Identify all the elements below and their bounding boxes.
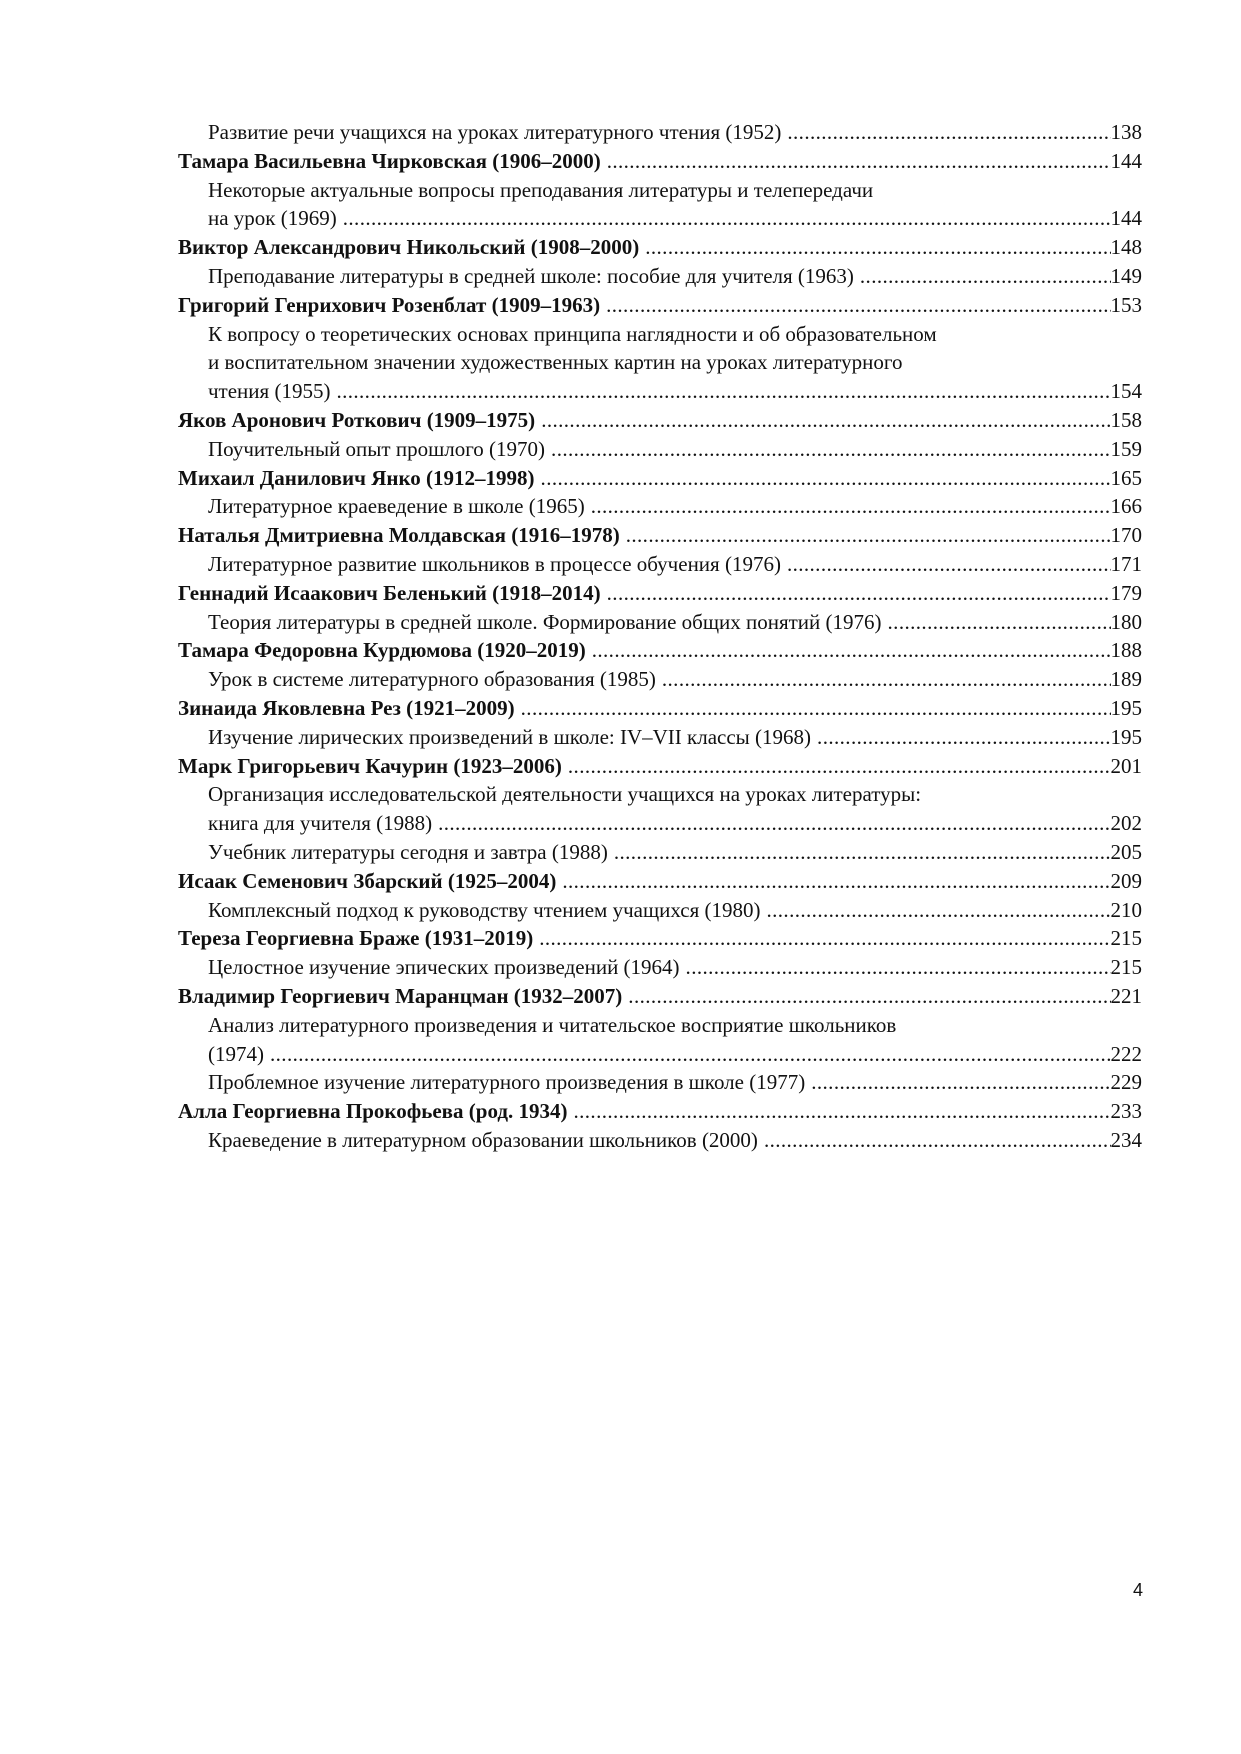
toc-page-number: 205 [1110, 839, 1142, 864]
toc-entry-row [208, 1068, 1142, 1097]
toc-entry-row [178, 464, 1142, 493]
toc-work-entry[interactable] [178, 118, 1142, 147]
toc-page-number: 221 [1110, 983, 1142, 1008]
toc-entry-row [178, 924, 1142, 953]
toc-entry-row [178, 147, 1142, 176]
dot-leader [686, 953, 1111, 982]
toc-author-entry[interactable] [178, 1097, 1142, 1126]
toc-entry-row [178, 291, 1142, 320]
toc-entry-row [208, 896, 1142, 925]
toc-entry-row [178, 694, 1142, 723]
dot-leader [539, 924, 1110, 953]
toc-work-entry[interactable] [178, 723, 1142, 752]
toc-entry-title: Тамара Васильевна Чирковская (1906–2000) [178, 148, 601, 173]
dot-leader [591, 492, 1111, 521]
toc-entry-title: Краеведение в литературном образовании школьников (2000) [208, 1127, 758, 1152]
toc-entry-title: Развитие речи учащихся на уроках литературного чтения (1952) [208, 120, 782, 144]
toc-entry-title-line: К вопросу о теоретических основах принципа наглядности и об образовательном [208, 321, 937, 346]
toc-author-entry[interactable] [178, 924, 1142, 953]
toc-page-number: 165 [1110, 465, 1142, 490]
toc-page-number: 153 [1110, 292, 1142, 317]
toc-author-entry[interactable] [178, 406, 1142, 435]
toc-work-entry[interactable] [178, 838, 1142, 867]
toc-page-number: 195 [1110, 724, 1142, 749]
toc-page-number: 158 [1110, 407, 1142, 432]
toc-entry-title: Марк Григорьевич Качурин (1923–2006) [178, 753, 562, 778]
toc-entry-row [178, 521, 1142, 550]
toc-entry-row [178, 579, 1142, 608]
toc-entry-row [208, 435, 1142, 464]
toc-page-number: 149 [1110, 263, 1142, 288]
toc-entry-title: Наталья Дмитриевна Молдавская (1916–1978) [178, 523, 620, 548]
toc-entry-row [178, 867, 1142, 896]
toc-entry-title: Урок в системе литературного образования (1985) [208, 667, 656, 692]
toc-author-entry[interactable] [178, 579, 1142, 608]
toc-work-entry[interactable] [178, 953, 1142, 982]
dot-leader [628, 982, 1110, 1011]
toc-entry-title: Тамара Федоровна Курдюмова (1920–2019) [178, 638, 586, 663]
dot-leader [521, 694, 1111, 723]
dot-leader [614, 838, 1111, 867]
toc-author-entry[interactable] [178, 694, 1142, 723]
toc-entry-title: Целостное изучение эпических произведений (1964) [208, 955, 680, 980]
toc-entry-title: Комплексный подход к руководству чтением учащихся (1980) [208, 897, 761, 922]
dot-leader [817, 723, 1110, 752]
toc-entry-title: Учебник литературы сегодня и завтра (1988) [208, 839, 608, 864]
toc-entry-row [178, 982, 1142, 1011]
toc-entry-row [208, 608, 1142, 637]
toc-work-entry[interactable] [178, 780, 1142, 838]
toc-entry-title: Литературное краеведение в школе (1965) [208, 494, 585, 519]
toc-page-number: 209 [1110, 868, 1142, 893]
toc-page-number: 166 [1110, 494, 1142, 519]
toc-page-number: 144 [1110, 206, 1142, 231]
dot-leader [606, 291, 1110, 320]
dot-leader [811, 1068, 1110, 1097]
toc-work-entry[interactable] [178, 608, 1142, 637]
toc-author-entry[interactable] [178, 464, 1142, 493]
toc-work-entry[interactable] [178, 1126, 1142, 1155]
toc-entry-row [208, 492, 1142, 521]
dot-leader [270, 1040, 1111, 1069]
toc-page-number: 159 [1110, 436, 1142, 461]
dot-leader [764, 1126, 1111, 1155]
toc-entry-row [208, 838, 1142, 867]
toc-work-entry[interactable] [178, 896, 1142, 925]
toc-author-entry[interactable] [178, 636, 1142, 665]
dot-leader [568, 752, 1111, 781]
toc-author-entry[interactable] [178, 291, 1142, 320]
toc-page-number: 179 [1110, 580, 1142, 605]
toc-entry-title: чтения (1955) [208, 379, 331, 404]
toc-entry-title: Зинаида Яковлевна Рез (1921–2009) [178, 695, 515, 720]
toc-page-number: 233 [1110, 1099, 1142, 1124]
dot-leader [787, 118, 1110, 147]
toc-author-entry[interactable] [178, 752, 1142, 781]
toc-page-number: 210 [1110, 897, 1142, 922]
toc-entry-title: Григорий Генрихович Розенблат (1909–1963) [178, 292, 601, 317]
page-number: 4 [1133, 1580, 1144, 1600]
toc-entry-title: Яков Аронович Роткович (1909–1975) [178, 407, 536, 432]
toc-entry-row [178, 752, 1142, 781]
toc-entry-title: Преподавание литературы в средней школе: пособие для учителя (1963) [208, 263, 854, 288]
toc-entry-title: Теория литературы в средней школе. Формирование общих понятий (1976) [208, 609, 882, 634]
dot-leader [336, 377, 1110, 406]
toc-page-number: 222 [1110, 1041, 1142, 1066]
toc-entry-title: Владимир Георгиевич Маранцман (1932–2007) [178, 983, 623, 1008]
toc-author-entry[interactable] [178, 233, 1142, 262]
toc-entry-row [178, 1097, 1142, 1126]
toc-work-entry[interactable] [178, 320, 1142, 406]
toc-entry-row [208, 262, 1142, 291]
dot-leader [573, 1097, 1110, 1126]
toc-entry-row [208, 953, 1142, 982]
toc-page-number: 170 [1110, 523, 1142, 548]
toc-page-number: 188 [1110, 638, 1142, 663]
toc-page-number: 195 [1110, 695, 1142, 720]
toc-page-number: 148 [1110, 235, 1142, 260]
toc-entry-row [178, 406, 1142, 435]
toc-entry-title: на урок (1969) [208, 206, 337, 231]
toc-entry-row [178, 233, 1142, 262]
dot-leader [562, 867, 1110, 896]
toc-work-entry[interactable] [178, 435, 1142, 464]
dot-leader [607, 579, 1111, 608]
toc-work-entry[interactable] [178, 1011, 1142, 1069]
toc-work-entry[interactable] [178, 262, 1142, 291]
toc-page-number: 202 [1110, 811, 1142, 836]
toc-entry-row [208, 204, 1142, 233]
toc-entry-title: Проблемное изучение литературного произведения в школе (1977) [208, 1070, 806, 1095]
toc-page-number: 171 [1110, 551, 1142, 576]
toc-entry-title: Геннадий Исаакович Беленький (1918–2014) [178, 580, 601, 605]
table-of-contents [178, 118, 1142, 1155]
toc-page-number: 144 [1110, 148, 1142, 173]
toc-entry-title: Алла Георгиевна Прокофьева (род. 1934) [178, 1099, 568, 1124]
dot-leader [343, 204, 1111, 233]
dot-leader [626, 521, 1111, 550]
toc-page-number: 154 [1110, 379, 1142, 404]
toc-entry-title: Виктор Александрович Никольский (1908–2000) [178, 235, 640, 260]
toc-entry-title-line: Организация исследовательской деятельности учащихся на уроках литературы: [208, 782, 922, 807]
toc-page-number: 189 [1110, 667, 1142, 692]
toc-entry-title: Изучение лирических произведений в школе: IV–VII классы (1968) [208, 724, 812, 749]
toc-entry-title: Тереза Георгиевна Браже (1931–2019) [178, 926, 534, 951]
toc-page-number: 215 [1110, 926, 1142, 951]
toc-entry-title-line: Анализ литературного произведения и читательское восприятие школьников [208, 1012, 897, 1037]
toc-entry-row [208, 1126, 1142, 1155]
toc-author-entry[interactable] [178, 867, 1142, 896]
toc-entry-row [208, 1040, 1142, 1069]
toc-entry-title: Литературное развитие школьников в процессе обучения (1976) [208, 551, 781, 576]
toc-page-number: 234 [1110, 1127, 1142, 1152]
dot-leader [888, 608, 1111, 637]
dot-leader [541, 464, 1111, 493]
toc-work-entry[interactable] [178, 492, 1142, 521]
toc-author-entry[interactable] [178, 982, 1142, 1011]
toc-page-number: 180 [1110, 609, 1142, 634]
toc-entry-row [208, 665, 1142, 694]
toc-entry-row [208, 809, 1142, 838]
toc-entry-row [208, 723, 1142, 752]
toc-work-entry[interactable] [178, 176, 1142, 234]
toc-entry-title: Михаил Данилович Янко (1912–1998) [178, 465, 535, 490]
toc-page-number: 215 [1110, 955, 1142, 980]
toc-author-entry[interactable] [178, 147, 1142, 176]
dot-leader [541, 406, 1110, 435]
toc-entry-title: Поучительный опыт прошлого (1970) [208, 436, 546, 461]
toc-entry-row [208, 377, 1142, 406]
dot-leader [592, 636, 1111, 665]
dot-leader [607, 147, 1111, 176]
toc-entry-row [178, 636, 1142, 665]
toc-work-entry[interactable] [178, 1068, 1142, 1097]
dot-leader [860, 262, 1111, 291]
dot-leader [787, 550, 1111, 579]
dot-leader [662, 665, 1111, 694]
toc-work-entry[interactable] [178, 550, 1142, 579]
toc-entry-row [208, 550, 1142, 579]
toc-work-entry[interactable] [178, 665, 1142, 694]
dot-leader [645, 233, 1110, 262]
toc-entry-title: книга для учителя (1988) [208, 811, 433, 836]
toc-author-entry[interactable] [178, 521, 1142, 550]
toc-page-number: 138 [1110, 120, 1142, 144]
dot-leader [551, 435, 1110, 464]
toc-entry-title-line: Некоторые актуальные вопросы преподавания литературы и телепередачи [208, 177, 874, 202]
toc-page-number: 229 [1110, 1070, 1142, 1095]
dot-leader [766, 896, 1110, 925]
toc-entry-title-line: и воспитательном значении художественных картин на уроках литературного [208, 350, 903, 375]
toc-page-number: 201 [1110, 753, 1142, 778]
dot-leader [438, 809, 1110, 838]
toc-entry-row [208, 118, 1142, 147]
toc-entry-title: (1974) [208, 1041, 264, 1066]
toc-entry-title: Исаак Семенович Збарский (1925–2004) [178, 868, 557, 893]
